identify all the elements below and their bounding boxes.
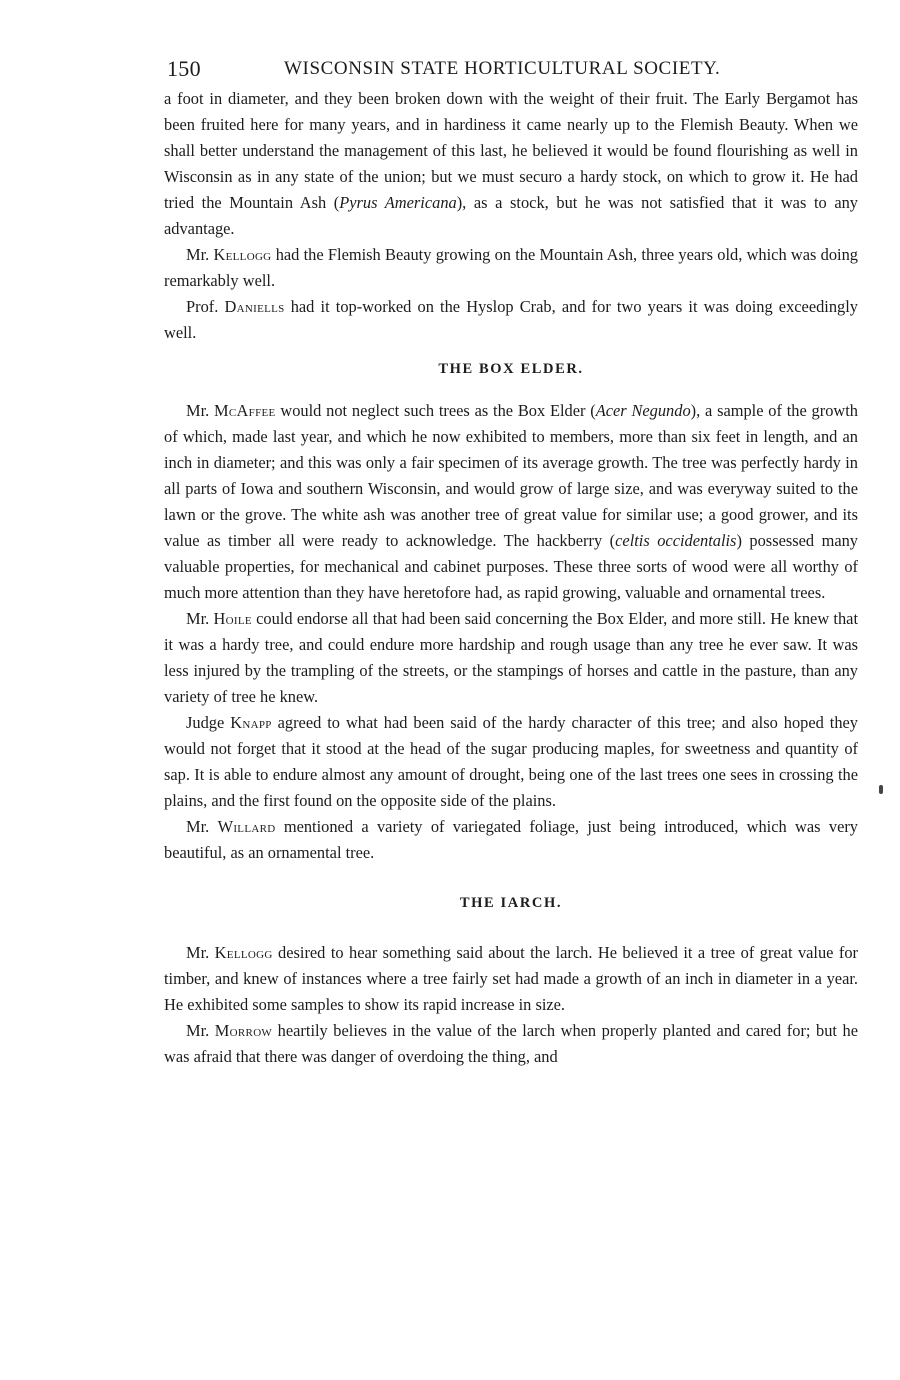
paragraph-kellogg: Mr. Kellogg had the Flemish Beauty growing on the Mountain Ash, three years old, which was doing remarkably well. — [164, 245, 858, 290]
paragraph-hoile: Mr. Hoile could endorse all that had been said concerning the Box Elder, and more still. He knew that it was a hardy tree, and could endure more hardship and rough usage than any tree he ever saw. It was less injured by the trampling of the streets, or the stampings of horses and cattle in the pasture, than any variety of tree he knew. — [164, 609, 859, 706]
italic-species-name: Pyrus Americana — [339, 193, 457, 212]
speaker-name: Morrow — [214, 1021, 273, 1040]
ink-speck — [879, 785, 883, 794]
paragraph-daniells: Prof. Daniells had it top-worked on the Hyslop Crab, and for two years it was doing exceedingly well. — [164, 297, 858, 342]
paragraph-knapp: Judge Knapp agreed to what had been said of the hardy character of this tree; and also hoped they would not forget that it stood at the head of the sugar producing maples, for sweetness and quantity of sap. It is able to endure almost any amount of drought, being one of the last trees one sees in crossing the plains, and the first found on the opposite side of the plains. — [164, 713, 858, 810]
book-page — [164, 52, 858, 1070]
paragraph-kellogg-larch: Mr. Kellogg desired to hear something said about the larch. He believed it a tree of great value for timber, and knew of instances where a tree fairly set had made a growth of an inch in diameter in a year. He exhibited some samples to show its rapid increase in size. — [164, 943, 858, 1014]
speaker-name: Kellogg — [213, 245, 272, 264]
page-number: 150 — [167, 56, 201, 81]
body-text — [164, 86, 858, 1070]
paragraph-mcafee: Mr. McAffee would not neglect such trees as the Box Elder (Acer Negundo), a sample of the growth of which, made last year, and which he now exhibited to members, more than six feet in length, and an inch in diameter; and this was only a fair specimen of its average growth. The tree was perfectly hardy in all parts of Iowa and southern Wisconsin, and would grow of large size, and was everyway suited to the lawn or the grove. The white ash was another tree of great value for similar use; a good grower, and its value as timber all were ready to acknowledge. The hackberry (celtis occidentalis) possessed many valuable properties, for mechanical and cabinet purposes. These three sorts of wood were all worthy of much more attention than they have heretofore had, as rapid growing, valuable and ornamental trees. — [164, 401, 858, 602]
running-title: WISCONSIN STATE HORTICULTURAL SOCIETY. — [284, 58, 721, 79]
speaker-name: Daniells — [224, 297, 285, 316]
italic-species-name: celtis occidentalis — [615, 531, 737, 550]
running-head — [164, 52, 858, 86]
speaker-name: Kellogg — [214, 943, 273, 962]
speaker-name: Hoile — [213, 609, 252, 628]
section-heading-larch: THE IARCH. — [459, 895, 563, 911]
italic-species-name: Acer Negundo — [595, 401, 691, 420]
paragraph-intro: a foot in diameter, and they been broken down with the weight of their fruit. The Early Bergamot has been fruited here for many years, and in hardiness it came nearly up to the Flemish Beauty. When we shall better understand the management of this last, he believed it would be found flourishing as well in Wisconsin as in any state of the union; but we must securo a hardy stock, on which to grow it. He had tried the Mountain Ash (Pyrus Americana), as a stock, but he was not satisfied that it was to any advantage. — [164, 89, 858, 238]
speaker-name: Knapp — [230, 713, 272, 732]
section-heading-box-elder: THE BOX ELDER. — [438, 361, 584, 377]
paragraph-morrow: Mr. Morrow heartily believes in the value of the larch when properly planted and cared for; but he was afraid that there was danger of overdoing the thing, and — [164, 1021, 859, 1066]
paragraph-willard: Mr. Willard mentioned a variety of variegated foliage, just being introduced, which was very beautiful, as an ornamental tree. — [164, 817, 859, 862]
speaker-name: McAffee — [214, 401, 276, 420]
speaker-name: Willard — [217, 817, 276, 836]
